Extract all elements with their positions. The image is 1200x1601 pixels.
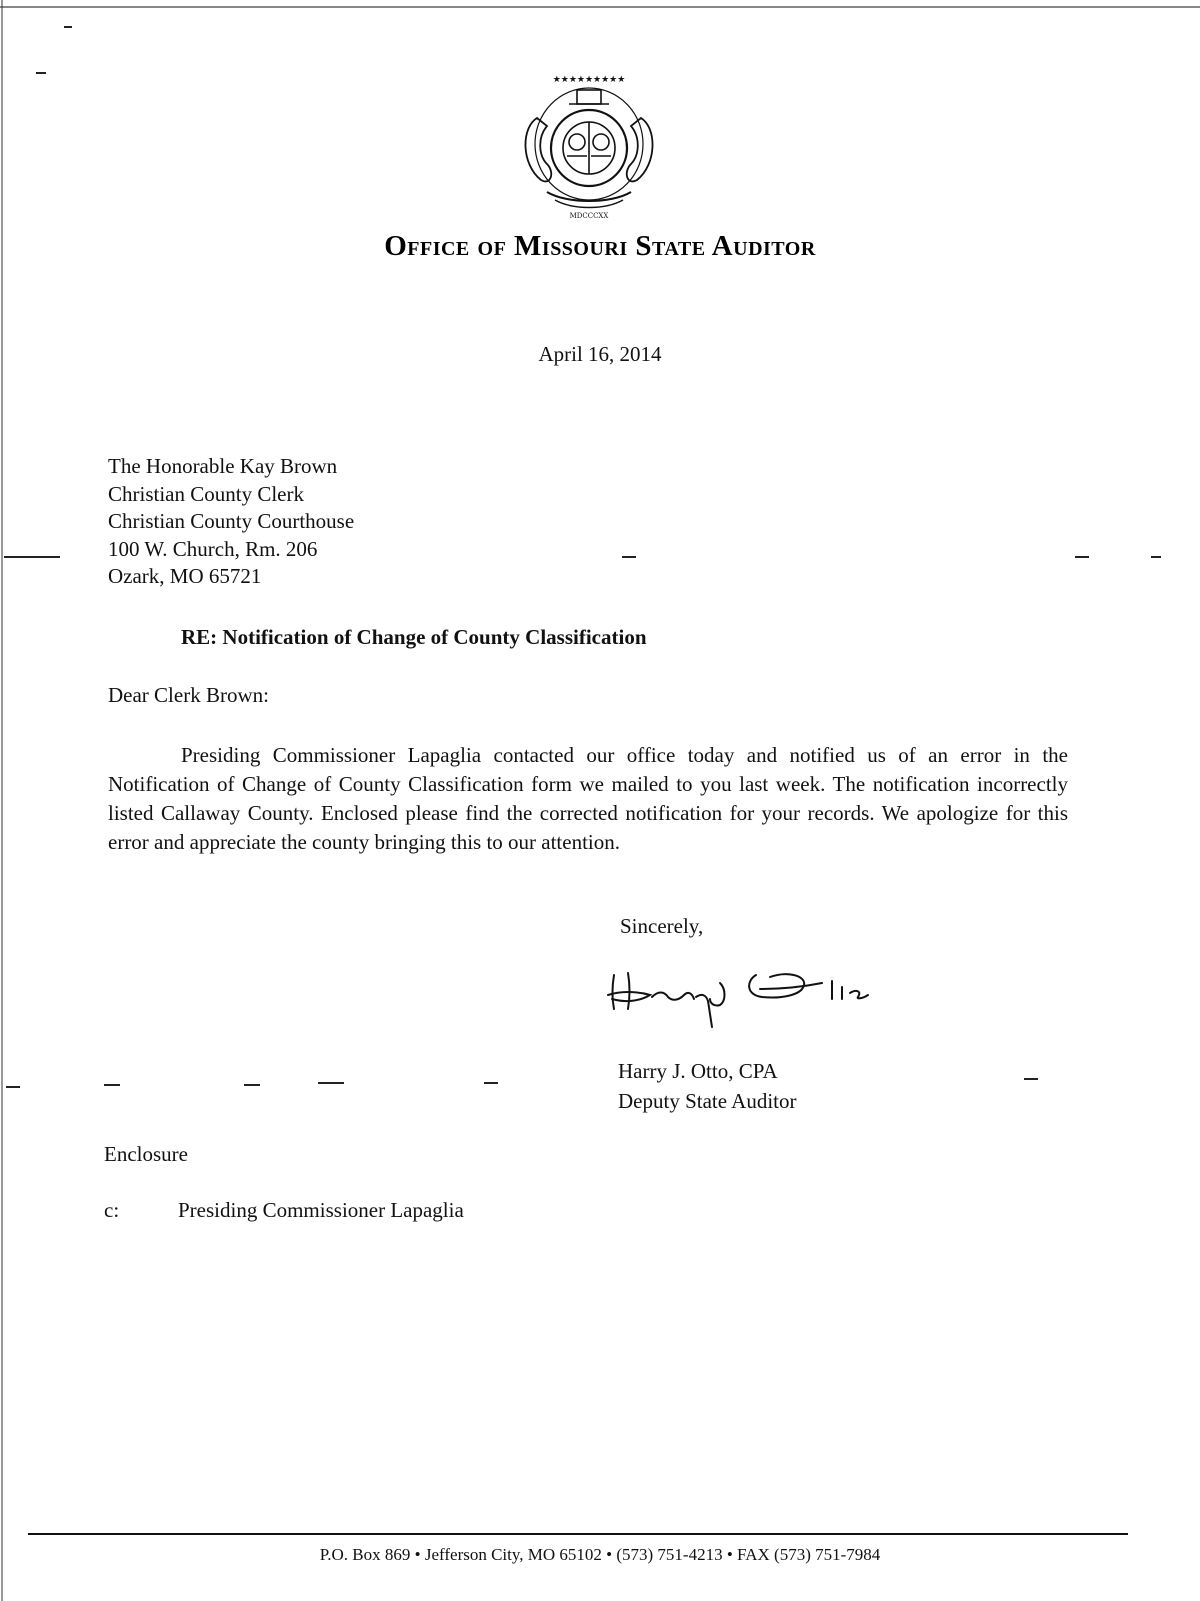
address-line: Christian County Courthouse [108, 509, 355, 533]
letterhead-title: Office of Missouri State Auditor [384, 230, 816, 262]
subject-line: RE: Notification of Change of County Classification [181, 625, 647, 649]
scan-speck [318, 1082, 344, 1084]
missouri-state-seal [507, 68, 671, 220]
handwritten-signature [606, 965, 906, 1045]
address-line: Ozark, MO 65721 [108, 564, 262, 588]
scan-speck [104, 1084, 120, 1086]
salutation: Dear Clerk Brown: [108, 683, 269, 707]
scan-speck [1075, 556, 1089, 558]
footer-divider [28, 1533, 1128, 1535]
scan-speck [622, 556, 636, 558]
scan-speck [6, 1086, 20, 1088]
cc-line [104, 1198, 464, 1223]
svg-text:★★★★★★★★★: ★★★★★★★★★ [552, 75, 626, 85]
signer-block [618, 1056, 796, 1116]
signer-name: Harry J. Otto, CPA [618, 1059, 778, 1083]
recipient-address [108, 453, 354, 591]
scan-speck [36, 72, 46, 74]
scan-speck [64, 26, 72, 28]
closing: Sincerely, [620, 914, 704, 938]
svg-text:MDCCCXX: MDCCCXX [569, 212, 609, 220]
scan-speck [244, 1084, 260, 1086]
cc-label: c: [104, 1198, 120, 1222]
footer-contact: P.O. Box 869 • Jefferson City, MO 65102 • (573) 751-4213 • FAX (573) 751-7984 [319, 1545, 881, 1564]
address-line: The Honorable Kay Brown [108, 454, 338, 478]
body-paragraph: Presiding Commissioner Lapaglia contacted our office today and notified us of an error in the Notification of Change of County Classification form we mailed to you last week. The notification incorrectly listed Callaway County. Enclosed please find the corrected notification for your records. We apologize for this error and appreciate the county bringing this to our attention. [108, 743, 1068, 854]
cc-recipient: Presiding Commissioner Lapaglia [178, 1198, 464, 1222]
scan-edge-top [0, 6, 1200, 8]
address-line: 100 W. Church, Rm. 206 [108, 536, 318, 561]
address-line: Christian County Clerk [108, 481, 304, 506]
scan-speck [4, 556, 60, 558]
scan-speck [1024, 1078, 1038, 1080]
scan-speck [484, 1082, 498, 1084]
signer-title: Deputy State Auditor [618, 1089, 797, 1113]
scan-speck [1151, 556, 1161, 558]
letter-date: April 16, 2014 [538, 342, 662, 366]
enclosure-note: Enclosure [104, 1142, 188, 1166]
